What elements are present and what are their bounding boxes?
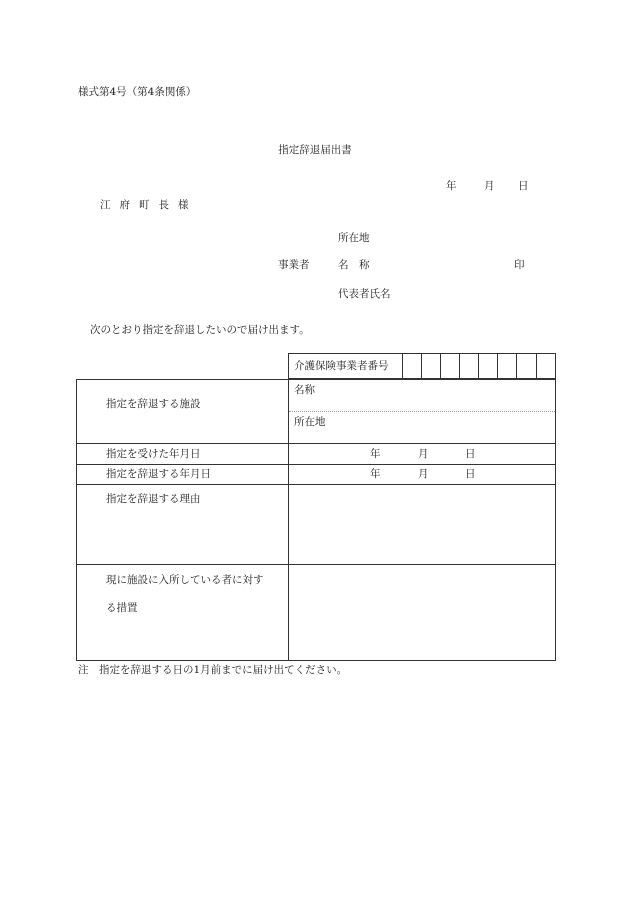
withdraw-date-month: 月 [418,468,429,480]
designated-date-day: 日 [465,448,476,460]
date-year: 年 [446,180,457,192]
designated-date-year: 年 [370,448,381,460]
table-column-divider [288,379,289,661]
form-number: 様式第4号（第4条関係） [78,86,197,98]
measures-label-line1: 現に施設に入所している者に対す [106,574,264,586]
seal-label: 印 [514,259,525,271]
withdraw-date-year: 年 [370,468,381,480]
table-row-divider [76,443,556,444]
insurance-box-divider [536,353,537,379]
insurance-box-divider [516,353,517,379]
intro-text: 次のとおり指定を辞退したいので届け出ます。 [90,324,310,336]
insurance-box-divider [402,353,403,379]
facility-location-label: 所在地 [294,416,326,428]
reason-label: 指定を辞退する理由 [106,493,201,505]
table-row-divider [76,564,556,565]
facility-dotted-divider [289,411,555,412]
date-day: 日 [518,180,529,192]
designated-date-month: 月 [418,448,429,460]
applicant-business-label: 事業者 [278,259,310,271]
measures-label-line2: る措置 [106,602,138,614]
table-row-divider [76,464,556,465]
date-month: 月 [484,180,495,192]
insurance-box-divider [478,353,479,379]
facility-label: 指定を辞退する施設 [106,398,201,410]
facility-name-label: 名称 [294,384,315,396]
table-row-divider [76,484,556,485]
insurance-box-divider [497,353,498,379]
addressee: 江府町長様 [100,199,198,211]
withdraw-date-day: 日 [465,468,476,480]
representative-label: 代表者氏名 [338,288,391,300]
withdraw-date-label: 指定を辞退する年月日 [106,468,211,480]
insurance-box-divider [440,353,441,379]
document-title: 指定辞退届出書 [278,144,352,156]
insurance-box-divider [459,353,460,379]
designated-date-label: 指定を受けた年月日 [106,448,201,460]
applicant-location-label: 所在地 [338,232,370,244]
footnote: 注 指定を辞退する日の1月前までに届け出てください。 [78,664,348,676]
insurance-box-divider [421,353,422,379]
applicant-name-label: 名 称 [338,259,370,271]
submission-date [446,179,529,193]
insurance-number-label: 介護保険事業者番号 [294,360,389,372]
